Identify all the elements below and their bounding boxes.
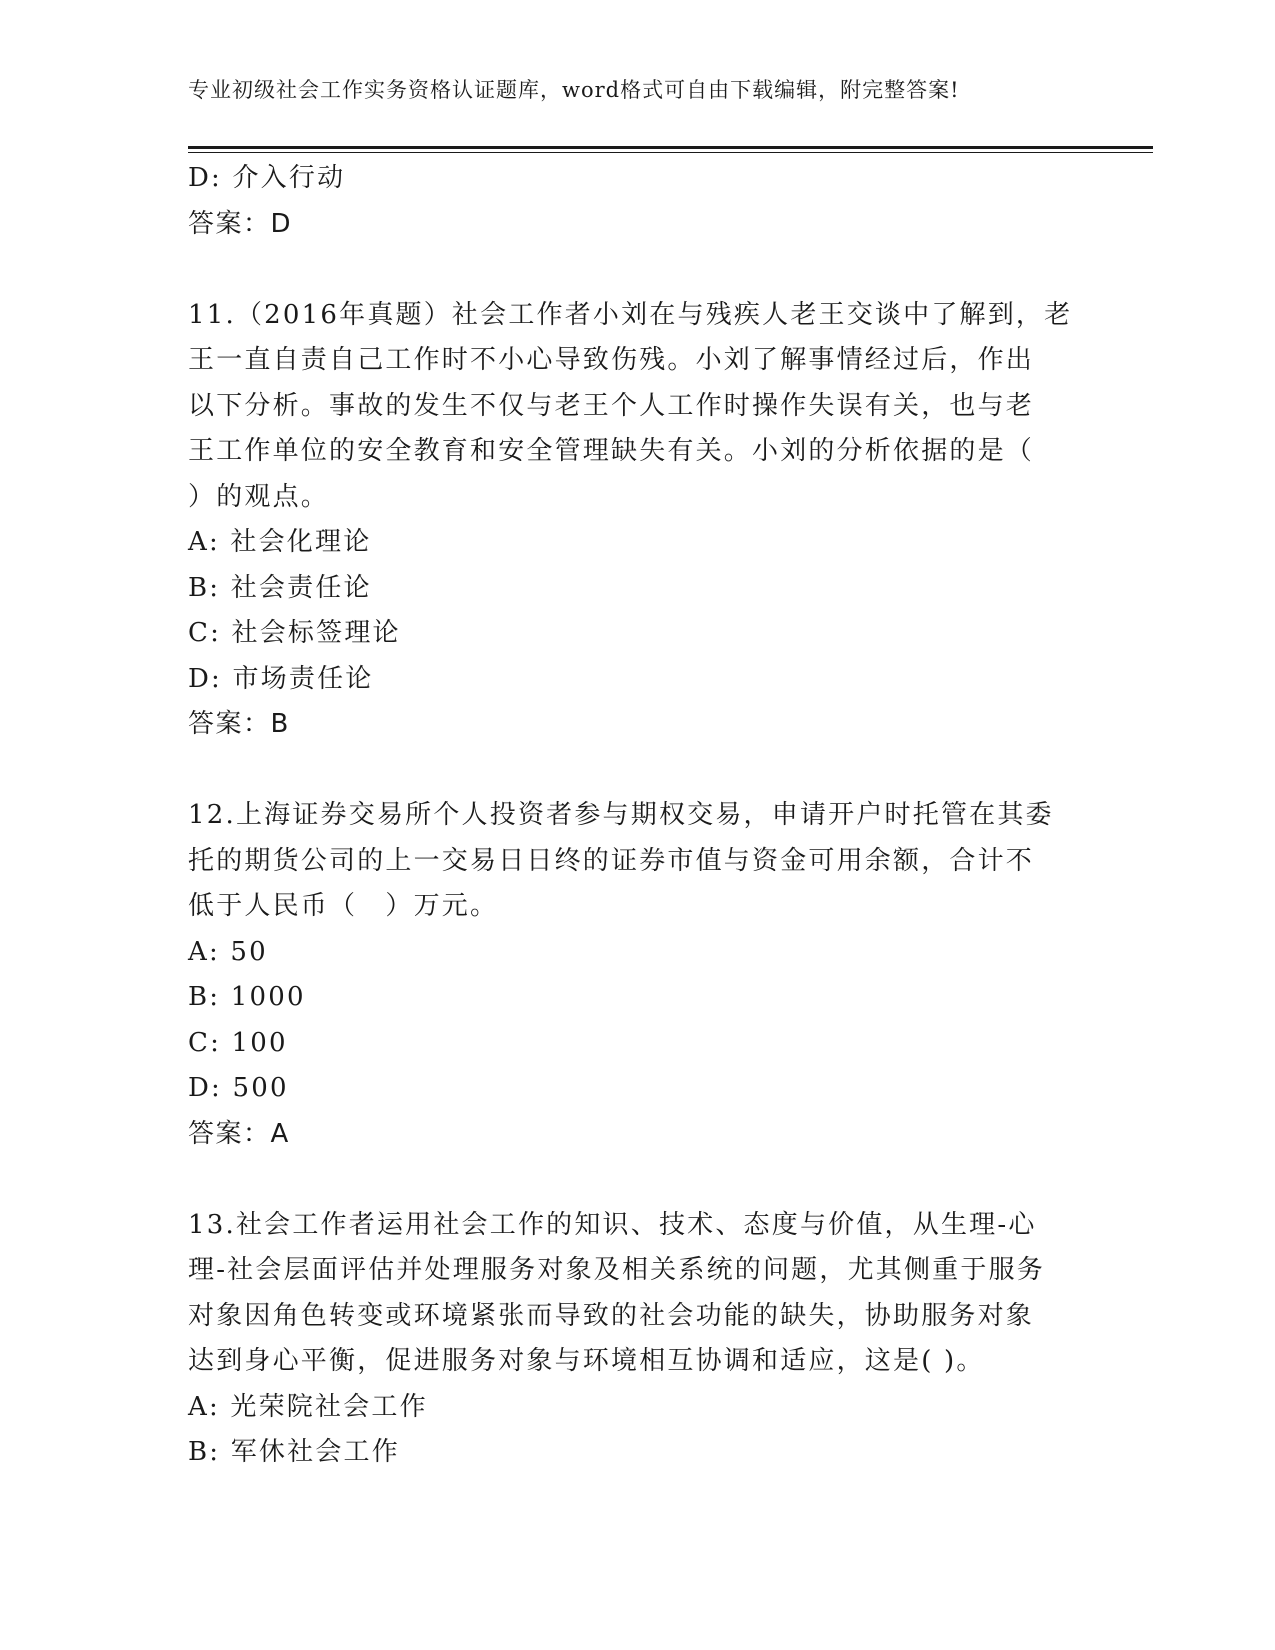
stem-line: 达到身心平衡，促进服务对象与环境相互协调和适应，这是( )。 <box>188 1346 985 1376</box>
stem-line: 以下分析。事故的发生不仅与老王个人工作时操作失误有关，也与老 <box>188 390 1035 421</box>
question-11-option-b: B: 社会责任论 <box>188 572 372 603</box>
question-13-stem <box>188 1203 1088 1385</box>
question-11-stem <box>188 293 1088 521</box>
stem-line: 托的期货公司的上一交易日日终的证券市值与资金可用余额，合计不 <box>188 845 1035 876</box>
question-12-option-a: A: 50 <box>188 936 268 967</box>
question-11-answer: 答案：B <box>188 709 290 739</box>
document-body <box>188 156 1088 1476</box>
question-12-option-d: D: 500 <box>188 1073 289 1103</box>
stem-line: 对象因角色转变或环境紧张而导致的社会功能的缺失，协助服务对象 <box>188 1300 1035 1331</box>
question-12-answer: 答案：A <box>188 1118 290 1149</box>
question-11-option-d: D: 市场责任论 <box>188 663 374 694</box>
stem-line: 13.社会工作者运用社会工作的知识、技术、态度与价值，从生理-心 <box>188 1209 1037 1240</box>
stem-line: 王一直自责自己工作时不小心导致伤残。小刘了解事情经过后，作出 <box>188 345 1035 375</box>
stem-line: 11.（2016年真题）社会工作者小刘在与残疾人老王交谈中了解到，老 <box>188 299 1073 330</box>
page-header: 专业初级社会工作实务资格认证题库，word格式可自由下载编辑，附完整答案! <box>188 78 960 102</box>
prev-answer: 答案：D <box>188 208 293 239</box>
question-11-option-a: A: 社会化理论 <box>188 527 372 557</box>
stem-line: 王工作单位的安全教育和安全管理缺失有关。小刘的分析依据的是（ <box>188 436 1035 466</box>
spacer <box>188 247 1088 293</box>
prev-option-d: D: 介入行动 <box>188 163 346 193</box>
question-13-option-b: B: 军休社会工作 <box>188 1437 400 1467</box>
header-rule-thin <box>188 152 1153 153</box>
header-rule-thick <box>188 146 1153 149</box>
question-12-stem <box>188 793 1088 930</box>
spacer <box>188 1157 1088 1203</box>
stem-line: ）的观点。 <box>188 481 330 512</box>
question-11-option-c: C: 社会标签理论 <box>188 618 401 648</box>
stem-line: 低于人民币（ ）万元。 <box>188 891 499 921</box>
stem-line: 12.上海证券交易所个人投资者参与期权交易，申请开户时托管在其委 <box>188 800 1054 830</box>
stem-line: 理-社会层面评估并处理服务对象及相关系统的问题，尤其侧重于服务 <box>188 1255 1045 1285</box>
question-12-option-c: C: 100 <box>188 1027 288 1058</box>
spacer <box>188 748 1088 794</box>
question-13-option-a: A: 光荣院社会工作 <box>188 1391 428 1422</box>
question-12-option-b: B: 1000 <box>188 982 306 1012</box>
